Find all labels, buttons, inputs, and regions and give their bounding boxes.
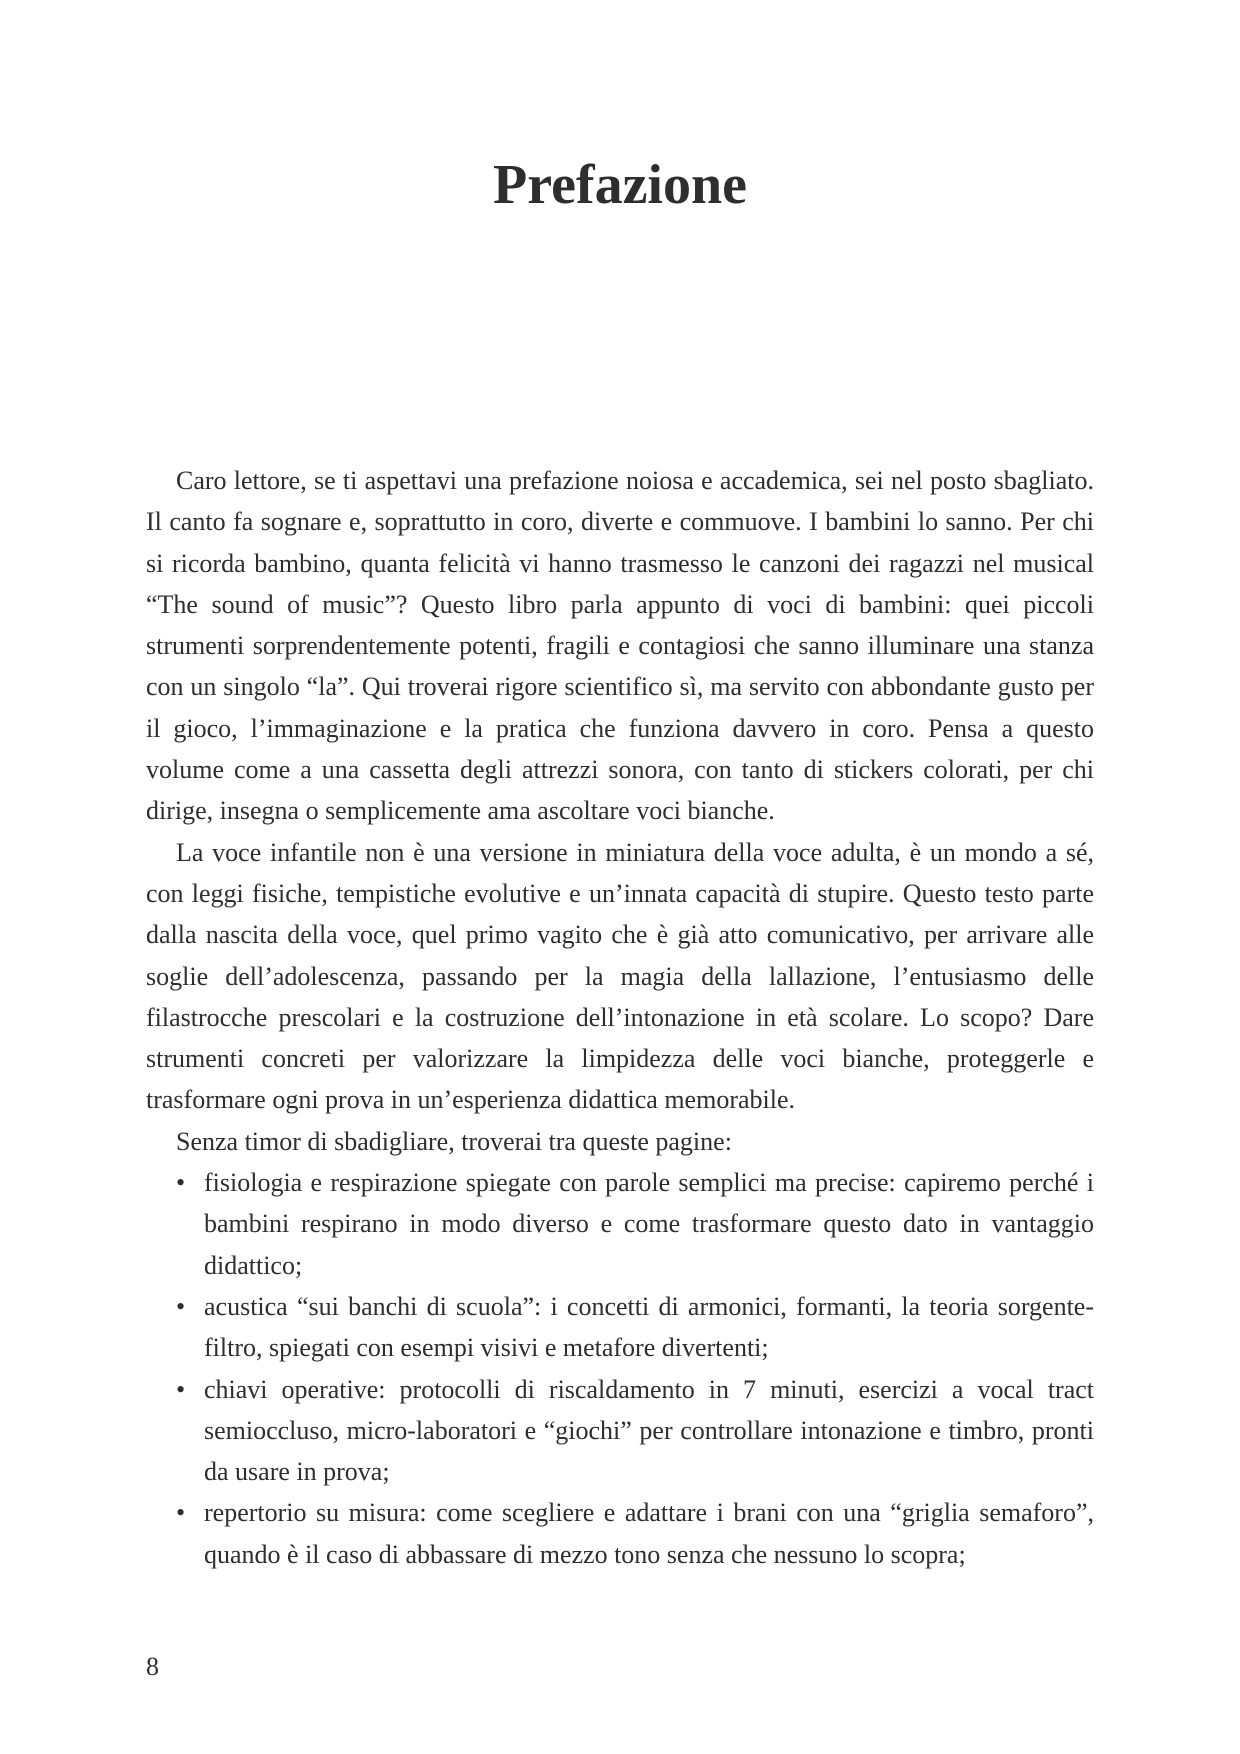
paragraph-intro: Caro lettore, se ti aspettavi una prefazione noiosa e accademica, sei nel posto sbagliato. Il canto fa sognare e, soprattutto in coro, diverte e commuove. I bambini lo sanno. Per chi si ricorda bambino, quanta felicità vi hanno trasmesso le canzoni dei ragazzi nel musical “The sound of music”? Questo libro parla appunto di voci di bambini: quei piccoli strumenti sorprendentemente potenti, fragili e contagiosi che sanno illuminare una stanza con un singolo “la”. Qui troverai rigore scientifico sì, ma servito con abbondante gusto per il gioco, l’immaginazione e la pratica che funziona davvero in coro. Pensa a questo volume come a una cassetta degli attrezzi sonora, con tanto di stickers colorati, per chi dirige, insegna o semplicemente ama ascoltare voci bianche.: [146, 466, 1094, 826]
page-number: 8: [146, 1652, 159, 1681]
list-item: [146, 1286, 1094, 1369]
list-item: [146, 1369, 1094, 1493]
list-item-text: fisiologia e respirazione spiegate con parole semplici ma precise: capiremo perché i bambini respirano in modo diverso e come trasformare questo dato in vantaggio didattico;: [204, 1168, 1094, 1280]
list-item: [146, 1162, 1094, 1286]
paragraph-voice: La voce infantile non è una versione in miniatura della voce adulta, è un mondo a sé, con leggi fisiche, tempistiche evolutive e un’innata capacità di stupire. Questo testo parte dalla nascita della voce, quel primo vagito che è già atto comunicativo, per arrivare alle soglie dell’adolescenza, passando per la magia della lallazione, l’entusiasmo delle filastrocche prescolari e la costruzione dell’intonazione in età scolare. Lo scopo? Dare strumenti concreti per valorizzare la limpidezza delle voci bianche, proteggerle e trasformare ogni prova in un’esperienza didattica memorabile.: [146, 837, 1094, 1115]
paragraph-list-intro: Senza timor di sbadigliare, troverai tra queste pagine:: [176, 1126, 732, 1156]
bullet-icon: •: [176, 1168, 186, 1198]
bullet-icon: •: [176, 1374, 186, 1404]
list-item: [146, 1492, 1094, 1575]
contents-list: [146, 1162, 1094, 1575]
list-item-text: chiavi operative: protocolli di riscaldamento in 7 minuti, esercizi a vocal tract semioccluso, micro-laboratori e “giochi” per controllare intonazione e timbro, pronti da usare in prova;: [204, 1374, 1094, 1487]
list-item-text: repertorio su misura: come scegliere e adattare i brani con una “griglia semaforo”, quando è il caso di abbassare di mezzo tono senza che nessuno lo scopra;: [204, 1498, 1094, 1569]
preface-body: [146, 460, 1094, 1575]
bullet-icon: •: [176, 1498, 186, 1528]
bullet-icon: •: [176, 1291, 186, 1321]
list-item-text: acustica “sui banchi di scuola”: i concetti di armonici, formanti, la teoria sorgente-filtro, spiegati con esempi visivi e metafore divertenti;: [204, 1291, 1094, 1363]
page-title: Prefazione: [493, 154, 747, 216]
